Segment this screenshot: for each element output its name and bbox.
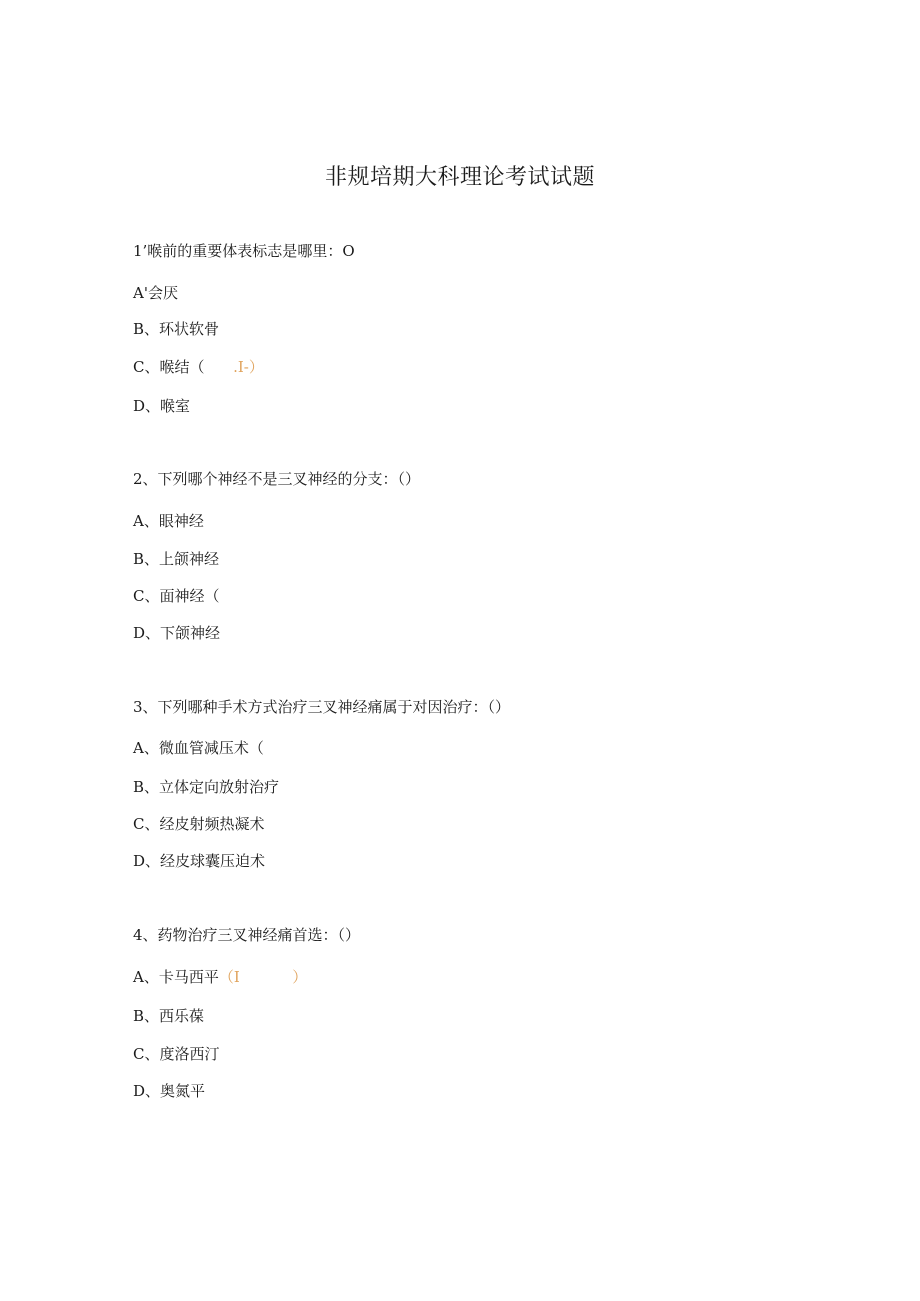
- question-1-option-b: B、环状软骨: [133, 320, 220, 338]
- question-1-option-c-text: C、喉结（: [133, 358, 205, 376]
- question-4-option-a-mark: （I ）: [218, 968, 308, 986]
- question-4-option-c: C、度洛西汀: [133, 1045, 220, 1063]
- question-2-option-b: B、上颌神经: [133, 550, 220, 568]
- question-4-stem: 4、药物治疗三叉神经痛首选：（）: [133, 926, 361, 944]
- question-1-option-c-mark: .I-）: [204, 358, 264, 376]
- question-1-option-a: A'会厌: [133, 284, 178, 302]
- question-4-option-d: D、奥氮平: [133, 1082, 206, 1100]
- question-3-stem: 3、下列哪种手术方式治疗三叉神经痛属于对因治疗：（）: [133, 698, 511, 716]
- question-3-option-a: A、微血管减压术（: [133, 739, 264, 757]
- question-2-option-d: D、下颌神经: [133, 624, 221, 642]
- question-3-option-d: D、经皮球囊压迫术: [133, 852, 266, 870]
- page-title: 非规培期大科理论考试试题: [324, 165, 595, 190]
- question-2-option-a: A、眼神经: [133, 512, 204, 530]
- question-2-stem: 2、下列哪个神经不是三叉神经的分支：（）: [133, 470, 421, 488]
- question-1-option-d: D、喉室: [133, 397, 191, 415]
- question-1-option-c: [133, 356, 264, 378]
- question-2-option-c: C、面神经（: [133, 587, 220, 605]
- question-4-option-a-text: A、卡马西平: [133, 968, 219, 986]
- question-3-option-c: C、经皮射频热凝术: [133, 815, 265, 833]
- question-1-stem: 1’喉前的重要体表标志是哪里：O: [133, 242, 355, 260]
- question-3-option-b: B、立体定向放射治疗: [133, 778, 280, 796]
- question-4-option-b: B、西乐葆: [133, 1007, 205, 1025]
- question-4-option-a: [133, 966, 307, 988]
